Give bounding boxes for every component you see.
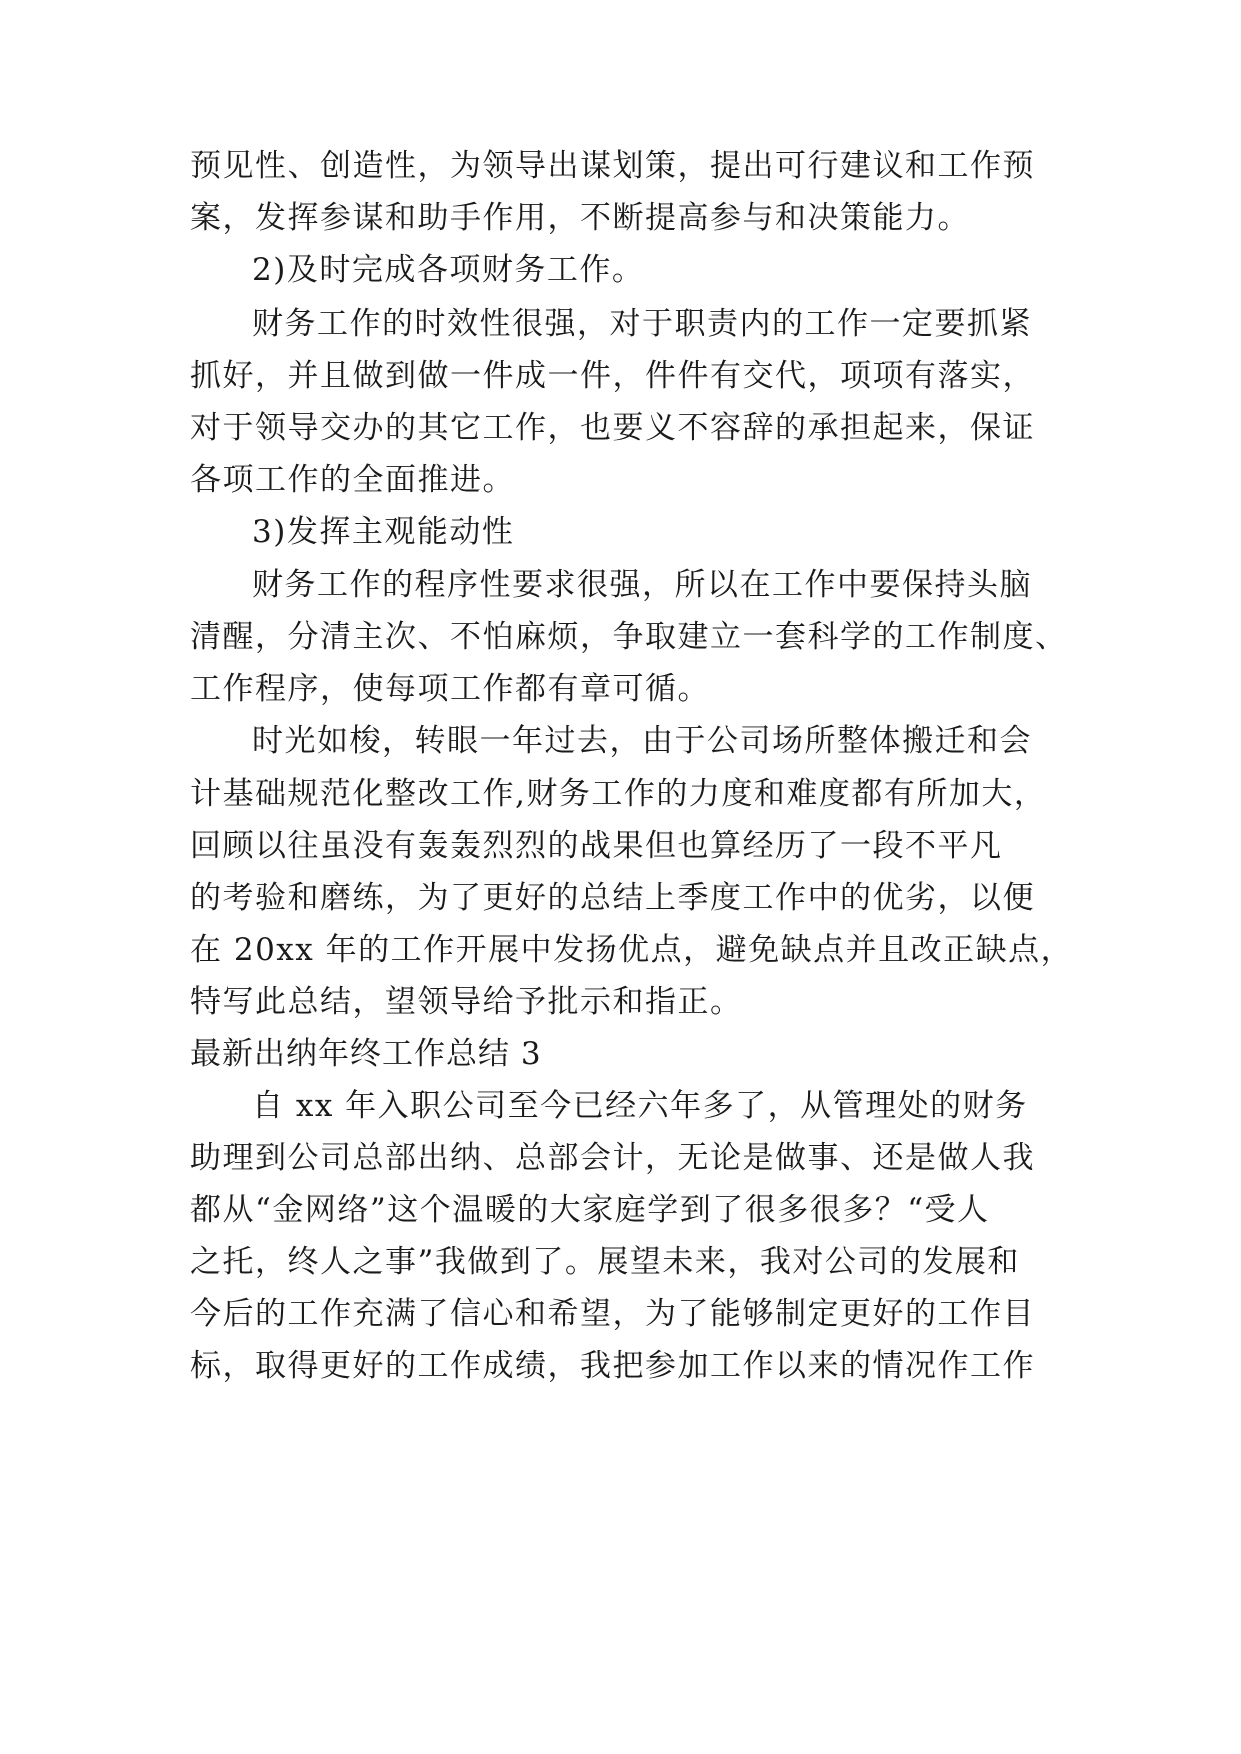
text-line: 对于领导交办的其它工作，也要义不容辞的承担起来，保证 [190, 410, 1035, 446]
text-line: 预见性、创造性，为领导出谋划策，提出可行建议和工作预 [190, 148, 1035, 184]
text-line: 都从“金网络”这个温暖的大家庭学到了很多很多？“受人 [190, 1192, 990, 1228]
text-line: 的考验和磨练，为了更好的总结上季度工作中的优劣，以便 [190, 880, 1035, 916]
text-line: 案，发挥参谋和助手作用，不断提高参与和决策能力。 [190, 200, 970, 236]
text-line: 标，取得更好的工作成绩，我把参加工作以来的情况作工作 [190, 1348, 1035, 1384]
text-line: 工作程序，使每项工作都有章可循。 [190, 671, 710, 707]
text-line: 助理到公司总部出纳、总部会计，无论是做事、还是做人我 [190, 1140, 1035, 1176]
section-heading: 最新出纳年终工作总结 3 [190, 1036, 542, 1072]
text-line: 财务工作的程序性要求很强，所以在工作中要保持头脑 [252, 567, 1032, 603]
text-line: 自 xx 年入职公司至今已经六年多了，从管理处的财务 [252, 1088, 1028, 1124]
text-line: 3)发挥主观能动性 [252, 514, 515, 550]
text-line: 计基础规范化整改工作,财务工作的力度和难度都有所加大， [190, 776, 1047, 812]
text-line: 财务工作的时效性很强，对于职责内的工作一定要抓紧 [252, 306, 1032, 342]
text-line: 清醒，分清主次、不怕麻烦，争取建立一套科学的工作制度、 [190, 619, 1068, 655]
text-line: 特写此总结，望领导给予批示和指正。 [190, 984, 743, 1020]
text-line: 各项工作的全面推进。 [190, 462, 515, 498]
text-line: 在 20xx 年的工作开展中发扬优点，避免缺点并且改正缺点， [190, 932, 1074, 968]
text-line: 之托，终人之事”我做到了。展望未来，我对公司的发展和 [190, 1244, 1020, 1280]
text-line: 回顾以往虽没有轰轰烈烈的战果但也算经历了一段不平凡 [190, 828, 1003, 864]
text-line: 时光如梭，转眼一年过去，由于公司场所整体搬迁和会 [252, 723, 1032, 759]
text-line: 抓好，并且做到做一件成一件，件件有交代，项项有落实， [190, 358, 1035, 394]
text-line: 今后的工作充满了信心和希望，为了能够制定更好的工作目 [190, 1296, 1035, 1332]
text-line: 2)及时完成各项财务工作。 [252, 252, 645, 288]
